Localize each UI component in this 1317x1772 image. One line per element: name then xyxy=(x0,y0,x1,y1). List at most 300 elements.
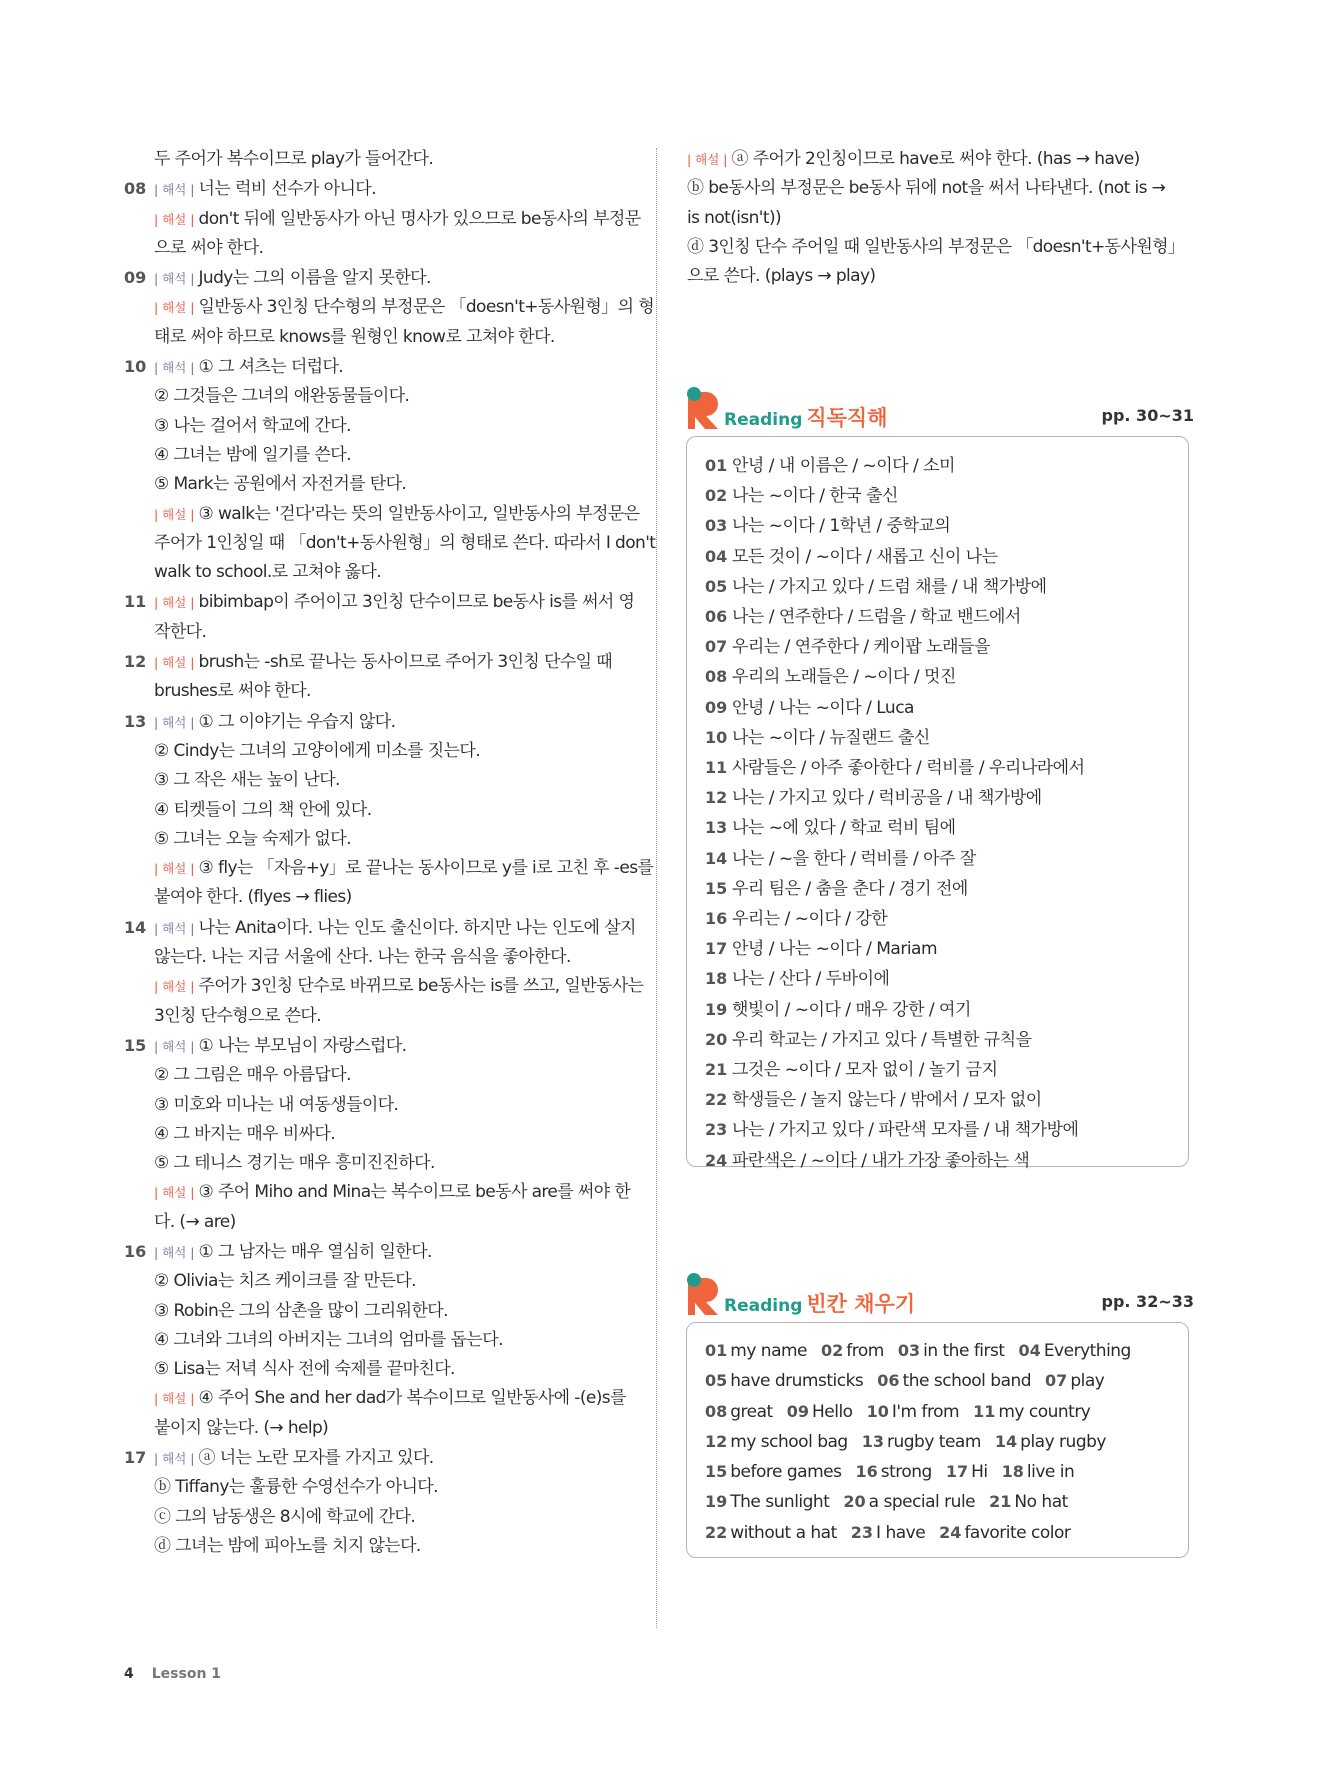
section-title: 직독직해 xyxy=(806,406,888,430)
chunk-text: 학생들은 / 놀지 않는다 / 밖에서 / 모자 없이 xyxy=(732,1090,1042,1111)
tag-label: | 해석 | xyxy=(154,360,199,376)
item-number: 04 xyxy=(1018,1341,1041,1360)
item-number: 02 xyxy=(821,1341,844,1360)
item-number: 12 xyxy=(705,788,728,808)
text-line xyxy=(124,677,629,706)
text-line xyxy=(124,707,629,737)
item-number: 14 xyxy=(705,848,728,868)
answer-row xyxy=(705,1427,1188,1457)
tag-label: | 해설 | xyxy=(154,595,199,611)
answer-text: from xyxy=(846,1341,884,1361)
line-text: 붙이지 않는다. (→ help) xyxy=(154,1417,329,1438)
text-line xyxy=(124,205,641,234)
line-text: 3인칭 단수형으로 쓴다. xyxy=(154,1005,322,1026)
chunk-text: 나는 ~이다 / 뉴질랜드 출신 xyxy=(732,727,930,748)
item-number: 08 xyxy=(705,1401,728,1421)
chunk-text: 나는 / 가지고 있다 / 파란색 모자를 / 내 책가방에 xyxy=(732,1120,1079,1141)
line-text: ④ 그녀는 밤에 일기를 쓴다. xyxy=(154,444,351,465)
text-line xyxy=(124,913,636,943)
text-line xyxy=(124,412,629,441)
text-line xyxy=(124,441,629,470)
line-text: ③ 주어 Miho and Mina는 복수이므로 be동사 are를 써야 한 xyxy=(198,1182,631,1203)
text-line xyxy=(124,1149,629,1178)
line-text: ③ Robin은 그의 삼촌을 많이 그리워한다. xyxy=(154,1300,448,1321)
item-number: 13 xyxy=(705,818,728,838)
answer-item xyxy=(855,1457,931,1487)
text-line xyxy=(124,145,629,174)
text-line xyxy=(124,558,629,587)
text-line xyxy=(124,1384,629,1413)
text-line xyxy=(124,1178,629,1207)
chunk-text: 우리 팀은 / 춤을 춘다 / 경기 전에 xyxy=(732,878,968,899)
text-line xyxy=(124,293,655,322)
chunk-text: 나는 / 산다 / 두바이에 xyxy=(732,969,890,990)
item-number: 06 xyxy=(877,1371,900,1391)
item-number: 18 xyxy=(1001,1462,1024,1482)
text-line xyxy=(124,1002,629,1031)
text-line xyxy=(687,174,1192,203)
line-text: 으로 쓴다. (plays → play) xyxy=(687,266,876,287)
chunk-text: 나는 ~에 있다 / 학교 럭비 팀에 xyxy=(732,818,956,839)
answer-item xyxy=(989,1487,1068,1517)
item-number: 08 xyxy=(705,667,728,687)
text-line xyxy=(124,587,635,617)
answer-item xyxy=(1019,1336,1131,1366)
chunk-line xyxy=(705,662,1188,692)
answer-item xyxy=(1002,1457,1075,1487)
chunk-line xyxy=(705,1025,1188,1055)
line-text: bibimbap이 주어이고 3인칭 단수이므로 be동사 is를 써서 영 xyxy=(198,592,635,613)
chunk-text: 모든 것이 / ~이다 / 새롭고 신이 나는 xyxy=(732,546,998,567)
text-line xyxy=(124,352,629,382)
item-number: 11 xyxy=(124,592,147,612)
line-text: 나는 Anita이다. 나는 인도 출신이다. 하지만 나는 인도에 살지 xyxy=(198,917,636,938)
answer-item xyxy=(787,1397,853,1427)
line-text: 너는 럭비 선수가 아니다. xyxy=(198,179,376,200)
chunk-line xyxy=(705,723,1188,753)
answer-row xyxy=(705,1487,1188,1517)
line-text: ⑤ Lisa는 저녁 식사 전에 숙제를 끝마친다. xyxy=(154,1359,455,1380)
answer-text: The sunlight xyxy=(730,1492,830,1513)
item-number: 24 xyxy=(705,1150,728,1170)
answer-text: play rugby xyxy=(1020,1431,1106,1452)
text-line xyxy=(124,234,629,263)
text-line xyxy=(124,1208,629,1237)
text-line xyxy=(124,825,629,854)
text-line xyxy=(124,1061,629,1090)
text-line xyxy=(124,1443,629,1473)
chunk-text: 우리는 / 연주한다 / 케이팝 노래들을 xyxy=(732,637,990,658)
item-number: 11 xyxy=(705,758,728,778)
chunk-text: 안녕 / 내 이름은 / ~이다 / 소미 xyxy=(732,456,955,476)
line-text: 작한다. xyxy=(154,621,207,642)
item-number: 02 xyxy=(705,486,728,506)
answer-text: have drumsticks xyxy=(730,1371,864,1392)
answer-item xyxy=(705,1518,837,1548)
answer-text: before games xyxy=(730,1462,842,1483)
chunk-text: 안녕 / 나는 ~이다 / Mariam xyxy=(732,939,938,960)
answer-row xyxy=(705,1518,1188,1548)
chunk-text: 우리 학교는 / 가지고 있다 / 특별한 규칙을 xyxy=(732,1029,1032,1050)
answer-text: Everything xyxy=(1043,1341,1131,1361)
text-line xyxy=(124,1297,629,1326)
text-line xyxy=(124,263,629,293)
chunk-text: 사람들은 / 아주 좋아한다 / 럭비를 / 우리나라에서 xyxy=(732,758,1085,779)
item-number: 15 xyxy=(705,878,728,898)
answer-item xyxy=(851,1518,925,1548)
text-line xyxy=(124,1267,629,1296)
item-number: 21 xyxy=(705,1060,728,1080)
direct-translation-box xyxy=(686,436,1189,1171)
reading-r-logo-icon xyxy=(686,386,722,430)
chunk-line xyxy=(705,542,1188,572)
answer-row xyxy=(705,1336,1188,1366)
text-line xyxy=(124,618,629,647)
item-number: 21 xyxy=(989,1492,1012,1512)
answer-item xyxy=(862,1427,981,1457)
page-footer xyxy=(124,1666,221,1682)
chunk-line xyxy=(705,481,1188,511)
section-pages: pp. 30~31 xyxy=(1101,406,1194,425)
item-number: 13 xyxy=(124,711,147,731)
text-line xyxy=(124,737,629,766)
chunk-text: 나는 ~이다 / 1학년 / 중학교의 xyxy=(732,516,951,537)
text-line xyxy=(124,382,629,411)
item-number: 23 xyxy=(850,1522,874,1542)
answer-text: great xyxy=(730,1401,773,1422)
tag-label: | 해설 | xyxy=(154,300,199,316)
item-number: 03 xyxy=(897,1341,921,1360)
item-number: 16 xyxy=(705,909,728,929)
tag-label: | 해석 | xyxy=(154,182,199,198)
item-number: 17 xyxy=(945,1462,969,1482)
line-text: ⓑ be동사의 부정문은 be동사 뒤에 not을 써서 나타낸다. (not is → xyxy=(687,178,1166,199)
text-line xyxy=(687,262,1192,291)
text-line xyxy=(124,1532,629,1561)
answer-text: without a hat xyxy=(730,1522,837,1543)
answer-text: the school band xyxy=(902,1371,1032,1392)
answer-item xyxy=(705,1397,773,1427)
text-line xyxy=(124,470,629,499)
tag-label: | 해설 | xyxy=(154,979,199,995)
chunk-line xyxy=(705,813,1188,843)
line-text: brushes로 써야 한다. xyxy=(154,681,311,702)
reading-fill-blank-header xyxy=(686,1272,1194,1316)
answer-text: in the first xyxy=(923,1341,1005,1361)
item-number: 04 xyxy=(705,546,728,566)
chunk-text: 햇빛이 / ~이다 / 매우 강한 / 여기 xyxy=(732,999,971,1020)
item-number: 16 xyxy=(124,1241,147,1261)
left-column xyxy=(124,145,656,1561)
line-text: ① 그 셔츠는 더럽다. xyxy=(198,357,344,378)
text-line xyxy=(124,1503,629,1532)
tag-label: | 해석 | xyxy=(154,1038,199,1054)
text-line xyxy=(124,1031,629,1061)
answer-item xyxy=(939,1518,1070,1548)
line-text: ② Olivia는 치즈 케이크를 잘 만든다. xyxy=(154,1271,416,1292)
answer-item xyxy=(705,1366,863,1396)
answer-item xyxy=(705,1336,807,1366)
tag-label: | 해석 | xyxy=(154,271,199,287)
chunk-text: 파란색은 / ~이다 / 내가 가장 좋아하는 색 xyxy=(732,1150,1030,1171)
answer-row xyxy=(705,1366,1188,1396)
tag-label: | 해석 | xyxy=(154,714,199,730)
text-line xyxy=(124,174,629,204)
text-line xyxy=(124,972,644,1001)
text-line xyxy=(124,1473,629,1502)
column-divider xyxy=(656,148,657,1628)
line-text: 으로 써야 한다. xyxy=(154,237,264,258)
answer-text: my name xyxy=(730,1341,808,1361)
item-number: 22 xyxy=(705,1522,728,1542)
text-line xyxy=(687,204,1192,233)
item-number: 15 xyxy=(124,1035,147,1055)
line-text: ⓓ 그녀는 밤에 피아노를 치지 않는다. xyxy=(154,1535,421,1556)
text-line xyxy=(124,1355,629,1384)
item-number: 23 xyxy=(705,1120,728,1140)
line-text: ③ 나는 걸어서 학교에 간다. xyxy=(154,415,351,436)
tag-label: | 해설 | xyxy=(687,152,732,167)
chunk-text: 나는 / 가지고 있다 / 드럼 채를 / 내 책가방에 xyxy=(732,576,1047,597)
text-line xyxy=(124,1414,629,1443)
answer-item xyxy=(898,1336,1005,1366)
answer-row xyxy=(705,1457,1188,1487)
answer-item xyxy=(821,1336,884,1366)
chunk-line xyxy=(705,1055,1188,1085)
item-number: 08 xyxy=(124,179,147,199)
line-text: ① 나는 부모님이 자랑스럽다. xyxy=(198,1035,407,1056)
item-number: 01 xyxy=(705,1341,728,1360)
item-number: 18 xyxy=(705,969,728,989)
line-text: ① 그 남자는 매우 열심히 일한다. xyxy=(198,1241,432,1262)
line-text: 않는다. 나는 지금 서울에 산다. 나는 한국 음식을 좋아한다. xyxy=(154,947,571,968)
line-text: 태로 써야 하므로 knows를 원형인 know로 고쳐야 한다. xyxy=(154,326,555,347)
answer-text: No hat xyxy=(1014,1492,1068,1513)
reading-r-logo-icon xyxy=(686,1272,722,1316)
tag-label: | 해설 | xyxy=(154,506,199,522)
chunk-text: 우리는 / ~이다 / 강한 xyxy=(732,909,888,930)
answer-text: live in xyxy=(1026,1462,1075,1483)
item-number: 19 xyxy=(705,1492,728,1512)
line-text: 두 주어가 복수이므로 play가 들어간다. xyxy=(154,149,434,169)
item-number: 14 xyxy=(994,1431,1018,1451)
item-number: 17 xyxy=(705,939,728,959)
chunk-line xyxy=(705,451,1188,481)
item-number: 06 xyxy=(705,607,728,627)
chunk-line xyxy=(705,844,1188,874)
line-text: walk to school.로 고쳐야 옳다. xyxy=(154,562,382,583)
text-line xyxy=(124,1326,629,1355)
item-number: 03 xyxy=(705,516,728,536)
answer-text: my country xyxy=(998,1401,1091,1422)
text-line xyxy=(687,145,1192,174)
line-text: 주어가 1인칭일 때 「don't+동사원형」의 형태로 쓴다. 따라서 I don't xyxy=(154,532,656,553)
answer-item xyxy=(843,1487,975,1517)
line-text: 일반동사 3인칭 단수형의 부정문은 「doesn't+동사원형」의 형 xyxy=(198,297,655,318)
tag-label: | 해석 | xyxy=(154,1244,199,1260)
line-text: ④ 그 바지는 매우 비싸다. xyxy=(154,1123,336,1144)
item-number: 22 xyxy=(705,1090,728,1110)
page-number: 4 xyxy=(124,1666,134,1682)
line-text: ⓒ 그의 남동생은 8시에 학교에 간다. xyxy=(154,1506,416,1527)
answer-text: Hello xyxy=(811,1401,853,1422)
line-text: ⓑ Tiffany는 훌륭한 수영선수가 아니다. xyxy=(154,1477,438,1498)
line-text: ② 그 그림은 매우 아름답다. xyxy=(154,1065,351,1086)
chunk-line xyxy=(705,602,1188,632)
chunk-text: 우리의 노래들은 / ~이다 / 멋진 xyxy=(732,667,956,688)
line-text: ③ 그 작은 새는 높이 난다. xyxy=(154,770,340,791)
chunk-line xyxy=(705,1085,1188,1115)
item-number: 07 xyxy=(1045,1371,1068,1391)
section-brand: Reading xyxy=(724,410,803,430)
item-number: 12 xyxy=(124,652,147,672)
line-text: 주어가 3인칭 단수로 바뀌므로 be동사는 is를 쓰고, 일반동사는 xyxy=(198,976,644,997)
line-text: ② Cindy는 그녀의 고양이에게 미소를 짓는다. xyxy=(154,740,481,761)
line-text: 붙여야 한다. (flyes → flies) xyxy=(154,887,352,908)
item-number: 20 xyxy=(705,1029,728,1049)
answer-item xyxy=(995,1427,1106,1457)
answer-text: I have xyxy=(876,1522,926,1543)
text-line xyxy=(124,647,629,677)
chunk-line xyxy=(705,874,1188,904)
chunk-line xyxy=(705,1115,1188,1145)
chunk-line xyxy=(705,693,1188,723)
answer-item xyxy=(705,1457,841,1487)
text-line xyxy=(124,796,629,825)
line-text: ② 그것들은 그녀의 애완동물들이다. xyxy=(154,386,410,407)
line-text: ③ walk는 '걷다'라는 뜻의 일반동사이고, 일반동사의 부정문은 xyxy=(198,503,640,524)
answer-item xyxy=(946,1457,988,1487)
answer-item xyxy=(877,1366,1031,1396)
line-text: is not(isn't)) xyxy=(687,207,782,228)
answer-text: play xyxy=(1070,1371,1105,1392)
tag-label: | 해석 | xyxy=(154,1451,199,1467)
text-line xyxy=(124,1091,629,1120)
text-line xyxy=(124,323,629,352)
right-column-top xyxy=(687,145,1192,291)
text-line xyxy=(124,883,629,912)
text-line xyxy=(124,529,656,558)
answer-item xyxy=(705,1427,848,1457)
line-text: ⓐ 주어가 2인칭이므로 have로 써야 한다. (has → have) xyxy=(731,149,1140,169)
item-number: 17 xyxy=(124,1448,147,1468)
section-brand: Reading xyxy=(724,1296,803,1316)
chunk-text: 그것은 ~이다 / 모자 없이 / 놀기 금지 xyxy=(732,1060,998,1081)
chunk-line xyxy=(705,995,1188,1025)
item-number: 12 xyxy=(705,1431,728,1451)
line-text: ⓓ 3인칭 단수 주어일 때 일반동사의 부정문은 「doesn't+동사원형」 xyxy=(687,236,1185,257)
item-number: 15 xyxy=(705,1462,728,1482)
chunk-text: 나는 / 가지고 있다 / 럭비공을 / 내 책가방에 xyxy=(732,788,1042,809)
text-line xyxy=(687,233,1192,262)
line-text: ③ fly는 「자음+y」로 끝나는 동사이므로 y를 i로 고친 후 -es를 xyxy=(198,858,654,879)
line-text: ④ 주어 She and her dad가 복수이므로 일반동사에 -(e)s를 xyxy=(198,1388,626,1409)
item-number: 05 xyxy=(705,1371,728,1391)
answer-text: my school bag xyxy=(730,1431,848,1452)
answer-text: a special rule xyxy=(868,1492,976,1513)
item-number: 16 xyxy=(855,1462,878,1482)
line-text: ⑤ 그녀는 오늘 숙제가 없다. xyxy=(154,828,351,849)
tag-label: | 해석 | xyxy=(154,920,199,936)
item-number: 13 xyxy=(861,1431,884,1451)
line-text: don't 뒤에 일반동사가 아닌 명사가 있으므로 be동사의 부정문 xyxy=(198,208,641,229)
chunk-line xyxy=(705,964,1188,994)
answer-text: I'm from xyxy=(891,1401,960,1422)
item-number: 01 xyxy=(705,456,728,475)
text-line xyxy=(124,1237,629,1267)
tag-label: | 해설 | xyxy=(154,1185,199,1201)
chunk-line xyxy=(705,783,1188,813)
answer-text: rugby team xyxy=(886,1431,981,1452)
answer-item xyxy=(705,1487,829,1517)
text-line xyxy=(124,766,629,795)
section-pages: pp. 32~33 xyxy=(1101,1292,1194,1311)
tag-label: | 해설 | xyxy=(154,655,199,671)
section-title: 빈칸 채우기 xyxy=(806,1292,916,1316)
item-number: 10 xyxy=(705,727,728,747)
tag-label: | 해설 | xyxy=(154,861,199,877)
item-number: 11 xyxy=(973,1401,996,1421)
answer-item xyxy=(1045,1366,1104,1396)
answer-item xyxy=(867,1397,959,1427)
line-text: ④ 티켓들이 그의 책 안에 있다. xyxy=(154,799,372,820)
line-text: ⓐ 너는 노란 모자를 가지고 있다. xyxy=(198,1448,434,1469)
item-number: 05 xyxy=(705,576,728,596)
item-number: 10 xyxy=(866,1401,889,1421)
chunk-line xyxy=(705,572,1188,602)
line-text: ⑤ Mark는 공원에서 자전거를 탄다. xyxy=(154,474,407,495)
answer-text: favorite color xyxy=(964,1522,1071,1543)
chunk-text: 나는 / ~을 한다 / 럭비를 / 아주 잘 xyxy=(732,848,976,869)
line-text: brush는 -sh로 끝나는 동사이므로 주어가 3인칭 단수일 때 xyxy=(198,652,613,673)
reading-direct-translation-header xyxy=(686,386,1194,430)
text-line xyxy=(124,1120,629,1149)
chunk-line xyxy=(705,1146,1188,1176)
item-number: 09 xyxy=(705,697,728,717)
answer-text: Hi xyxy=(971,1462,988,1483)
item-number: 14 xyxy=(124,917,147,937)
item-number: 24 xyxy=(939,1522,962,1542)
text-line xyxy=(124,500,640,529)
text-line xyxy=(124,854,654,883)
tag-label: | 해설 | xyxy=(154,1391,199,1407)
line-text: ① 그 이야기는 우습지 않다. xyxy=(198,711,396,732)
line-text: Judy는 그의 이름을 알지 못한다. xyxy=(198,268,431,289)
chunk-text: 나는 ~이다 / 한국 출신 xyxy=(732,486,898,507)
item-number: 09 xyxy=(786,1401,809,1421)
lesson-label: Lesson 1 xyxy=(151,1666,222,1682)
item-number: 10 xyxy=(124,357,147,377)
line-text: ③ 미호와 미나는 내 여동생들이다. xyxy=(154,1094,399,1115)
answer-row xyxy=(705,1397,1188,1427)
chunk-line xyxy=(705,511,1188,541)
chunk-line xyxy=(705,904,1188,934)
line-text: ⑤ 그 테니스 경기는 매우 흥미진진하다. xyxy=(154,1153,435,1174)
text-line xyxy=(124,943,629,972)
fill-blank-answer-box xyxy=(686,1322,1189,1558)
answer-item xyxy=(973,1397,1090,1427)
chunk-line xyxy=(705,632,1188,662)
line-text: 다. (→ are) xyxy=(154,1211,236,1232)
tag-label: | 해설 | xyxy=(154,211,199,227)
chunk-text: 나는 / 연주한다 / 드럼을 / 학교 밴드에서 xyxy=(732,607,1021,628)
item-number: 20 xyxy=(843,1492,866,1512)
chunk-line xyxy=(705,753,1188,783)
answer-text: strong xyxy=(880,1462,932,1483)
chunk-text: 안녕 / 나는 ~이다 / Luca xyxy=(732,697,914,718)
line-text: ④ 그녀와 그녀의 아버지는 그녀의 엄마를 돕는다. xyxy=(154,1329,503,1350)
item-number: 19 xyxy=(705,999,728,1019)
